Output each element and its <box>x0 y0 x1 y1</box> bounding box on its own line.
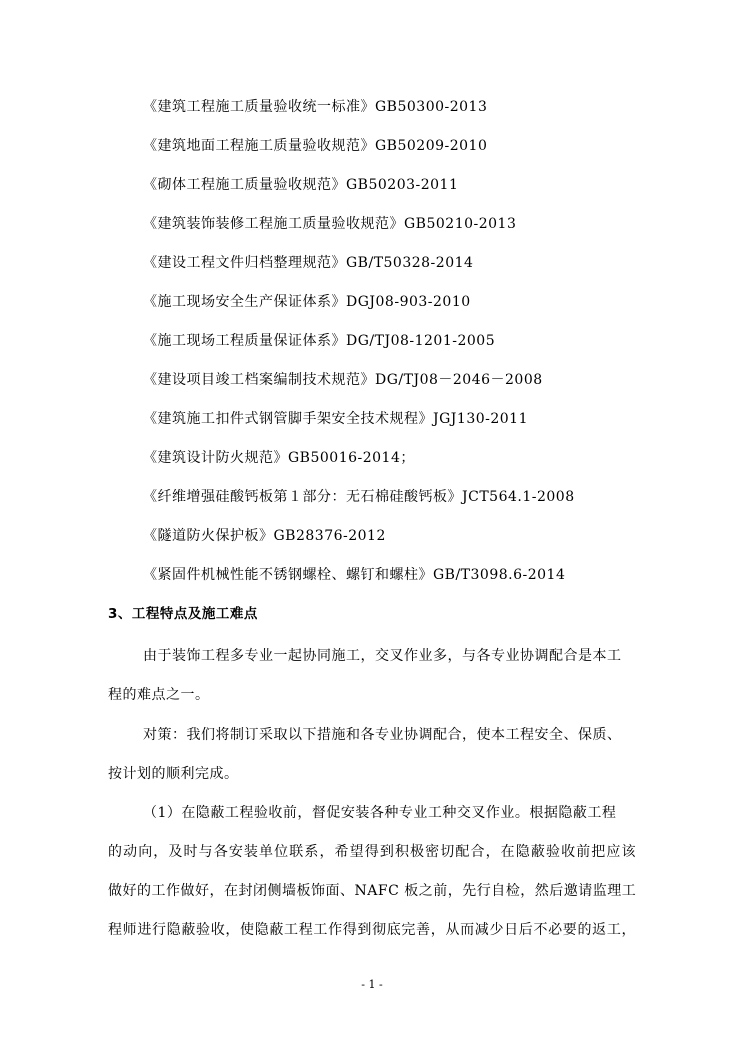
standard-item: 《建设工程文件归档整理规范》GB/T50328-2014 <box>143 255 474 271</box>
standard-item: 《隧道防火保护板》GB28376-2012 <box>143 528 386 544</box>
paragraph-line: 对策：我们将制订采取以下措施和各专业协调配合，使本工程安全、保质、 <box>143 727 622 743</box>
paragraph-line: 程的难点之一。 <box>108 687 210 703</box>
standard-item: 《建筑设计防火规范》GB50016-2014； <box>143 450 415 466</box>
paragraph-line: 程师进行隐蔽验收，使隐蔽工程工作得到彻底完善，从而减少日后不必要的返工， <box>108 922 636 938</box>
paragraph-line: 按计划的顺利完成。 <box>108 766 239 782</box>
standard-item: 《建筑装饰装修工程施工质量验收规范》GB50210-2013 <box>143 216 517 232</box>
paragraph-line: （1）在隐蔽工程验收前，督促安装各种专业工种交叉作业。根据隐蔽工程 <box>143 805 617 821</box>
standard-item: 《建筑工程施工质量验收统一标准》GB50300-2013 <box>143 99 488 115</box>
standard-item: 《建筑施工扣件式钢管脚手架安全技术规程》JGJ130-2011 <box>143 411 528 427</box>
standard-item: 《建设项目竣工档案编制技术规范》DG/TJ08－2046－2008 <box>143 372 543 388</box>
standard-item: 《紧固件机械性能不锈钢螺栓、螺钉和螺柱》GB/T3098.6-2014 <box>143 567 566 583</box>
standard-item: 《建筑地面工程施工质量验收规范》GB50209-2010 <box>143 138 488 154</box>
page-number: - 1 - <box>361 978 383 991</box>
standard-item: 《砌体工程施工质量验收规范》GB50203-2011 <box>143 177 459 193</box>
standard-item: 《施工现场安全生产保证体系》DGJ08-903-2010 <box>143 294 471 310</box>
paragraph-line: 做好的工作做好，在封闭侧墙板饰面、NAFC 板之前，先行自检，然后邀请监理工 <box>108 883 637 899</box>
paragraph-line: 的动向，及时与各安装单位联系，希望得到积极密切配合，在隐蔽验收前把应该 <box>108 844 636 860</box>
standard-item: 《施工现场工程质量保证体系》DG/TJ08-1201-2005 <box>143 333 496 349</box>
paragraph-line: 由于装饰工程多专业一起协同施工，交叉作业多，与各专业协调配合是本工 <box>143 648 622 664</box>
standard-item: 《纤维增强硅酸钙板第１部分：无石棉硅酸钙板》JCT564.1-2008 <box>143 489 575 505</box>
section-heading: 3、工程特点及施工难点 <box>108 606 258 622</box>
